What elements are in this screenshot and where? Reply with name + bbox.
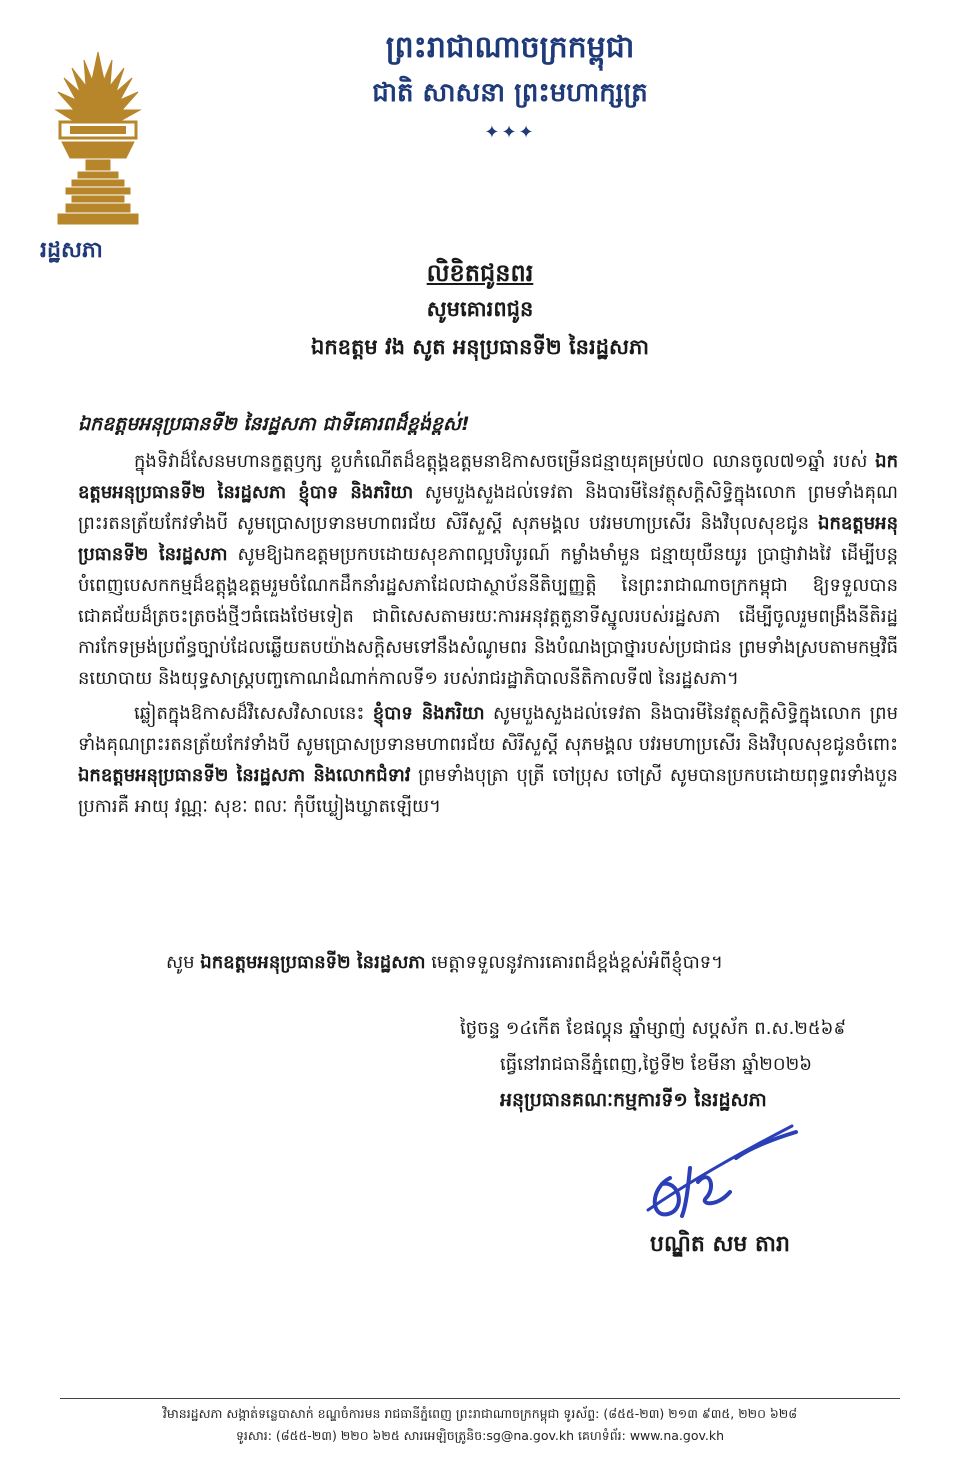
- letter-body: [78, 446, 898, 826]
- footer-address: វិមានរដ្ឋសភា សង្កាត់ទន្លេបាសាក់ ខណ្ឌចំការមន រាជធានីភ្នំពេញ ព្រះរាជាណាចក្រកម្ពុជា ទូរស័ព្ទ: (៨៥៥-២៣) ២១៣ ៩៣៥, ២២០ ៦២៨: [162, 1406, 798, 1421]
- closing-line: សូម ឯកឧត្តមអនុប្រធានទី២ នៃរដ្ឋសភា មេត្តាទទួលនូវការគោរពដ៏ខ្ពង់ខ្ពស់អំពីខ្ញុំបាទ។: [166, 952, 724, 973]
- lunar-date: ថ្ងៃចន្ទ ១៤កើត ខែផល្គុន ឆ្នាំម្សាញ់ សប្តស័ក ព.ស.២៥៦៩: [460, 1018, 847, 1039]
- salutation: ឯកឧត្តមអនុប្រធានទី២ នៃរដ្ឋសភា ជាទីគោរពដ៏ខ្ពង់ខ្ពស់!: [78, 413, 470, 435]
- handwritten-signature: [620, 1118, 800, 1228]
- recipient-line: ឯកឧត្តម វង សូត អនុប្រធានទី២ នៃរដ្ឋសភា: [311, 335, 649, 359]
- signer-name: បណ្ឌិត សម តារា: [650, 1232, 790, 1257]
- header-ornament: ✦✦✦: [484, 122, 536, 143]
- national-assembly-emblem: [52, 50, 144, 228]
- footer-divider: [60, 1398, 900, 1399]
- national-motto: ជាតិ សាសនា ព្រះមហាក្សត្រ: [372, 78, 648, 108]
- paragraph-1: ក្នុងទិវាដ៏សែនមហានក្ខត្តឫក្ស ខួបកំណើតដ៏ឧត្តុង្គឧត្តមនាឱកាសចម្រើនជន្មាយុគម្រប់៧០ ឈានចូល៧១ឆ្នាំ របស់ ឯកឧត្តមអនុប្រធានទី២ នៃរដ្ឋសភា ខ្ញុំបាទ និងភរិយា សូមបួងសួងដល់ទេវតា និងបារមីនៃវត្ថុសក្តិសិទ្ធិក្នុងលោក ព្រមទាំងគុណព្រះរតនត្រ័យកែវទាំងបី សូមប្រោសប្រទានមហាពរជ័យ សិរីសួស្តី សុភមង្គល បវរមហាប្រសើរ និងវិបុលសុខជូន ឯកឧត្តមអនុប្រធានទី២ នៃរដ្ឋសភា សូមឱ្យឯកឧត្តមប្រកបដោយសុខភាពល្អបរិបូរណ៍ កម្លាំងមាំមួន ជន្មាយុយឺនយូរ ប្រាជ្ញាវាងវៃ ដើម្បីបន្តបំពេញបេសកកម្មដ៏ឧត្តុង្គឧត្តមរួមចំណែកដឹកនាំរដ្ឋសភាដែលជាស្ថាប័ននីតិប្បញ្ញត្តិ នៃព្រះរាជាណាចក្រកម្ពុជា ឱ្យទទួលបានជោគជ័យដ៏ត្រចះត្រចង់ថ្មីៗធំធេងថែមទៀត ជាពិសេសតាមរយៈការអនុវត្តតួនាទីស្នូលរបស់រដ្ឋសភា ដើម្បីចូលរួមពង្រឹងនីតិរដ្ឋ ការកែទម្រង់ប្រព័ន្ធច្បាប់ដែលឆ្លើយតបយ៉ាងសក្តិសមទៅនឹងសំណូមពរ និងបំណងប្រាថ្នារបស់ប្រជាជន ព្រមទាំងស្របតាមកម្មវិធីនយោបាយ និងយុទ្ធសាស្ត្របញ្ចកោណដំណាក់កាលទី១ របស់រាជរដ្ឋាភិបាលនីតិកាលទី៧ នៃរដ្ឋសភា។: [78, 451, 898, 689]
- paragraph-2: ឆ្លៀតក្នុងឱកាសដ៏វិសេសវិសាលនេះ ខ្ញុំបាទ និងភរិយា សូមបួងសួងដល់ទេវតា និងបារមីនៃវត្ថុសក្តិសិទ្ធិក្នុងលោក ព្រមទាំងគុណព្រះរតនត្រ័យកែវទាំងបី សូមប្រោសប្រទានមហាពរជ័យ សិរីសួស្តី សុភមង្គល បវរមហាប្រសើរ និងវិបុលសុខជូនចំពោះ ឯកឧត្តមអនុប្រធានទី២ នៃរដ្ឋសភា និងលោកជំទាវ ព្រមទាំងបុត្រា បុត្រី ចៅប្រុស ចៅស្រី សូមបានប្រកបដោយពុទ្ធពរទាំងបួនប្រការគឺ អាយុ វណ្ណៈ សុខៈ ពលៈ កុំបីឃ្លៀងឃ្លាតឡើយ។: [78, 703, 898, 817]
- respect-line: សូមគោរពជូន: [426, 297, 534, 321]
- place-date: ធ្វើនៅរាជធានីភ្នំពេញ,ថ្ងៃទី២ ខែមីនា ឆ្នាំ២០២៦: [500, 1054, 813, 1075]
- footer-contact: ទូរសារ: (៨៥៥-២៣) ២២០ ៦២៥ សារអេឡិចត្រូនិច:sg@na.gov.kh គេហទំព័រ: www.na.gov.kh: [235, 1428, 725, 1443]
- signer-position: អនុប្រធានគណៈកម្មការទី១ នៃរដ្ឋសភា: [500, 1089, 767, 1111]
- kingdom-heading: ព្រះរាជាណាចក្រកម្ពុជា: [385, 30, 635, 65]
- letter-title: លិខិតជូនពរ: [426, 259, 534, 287]
- institution-label: រដ្ឋសភា: [40, 238, 103, 263]
